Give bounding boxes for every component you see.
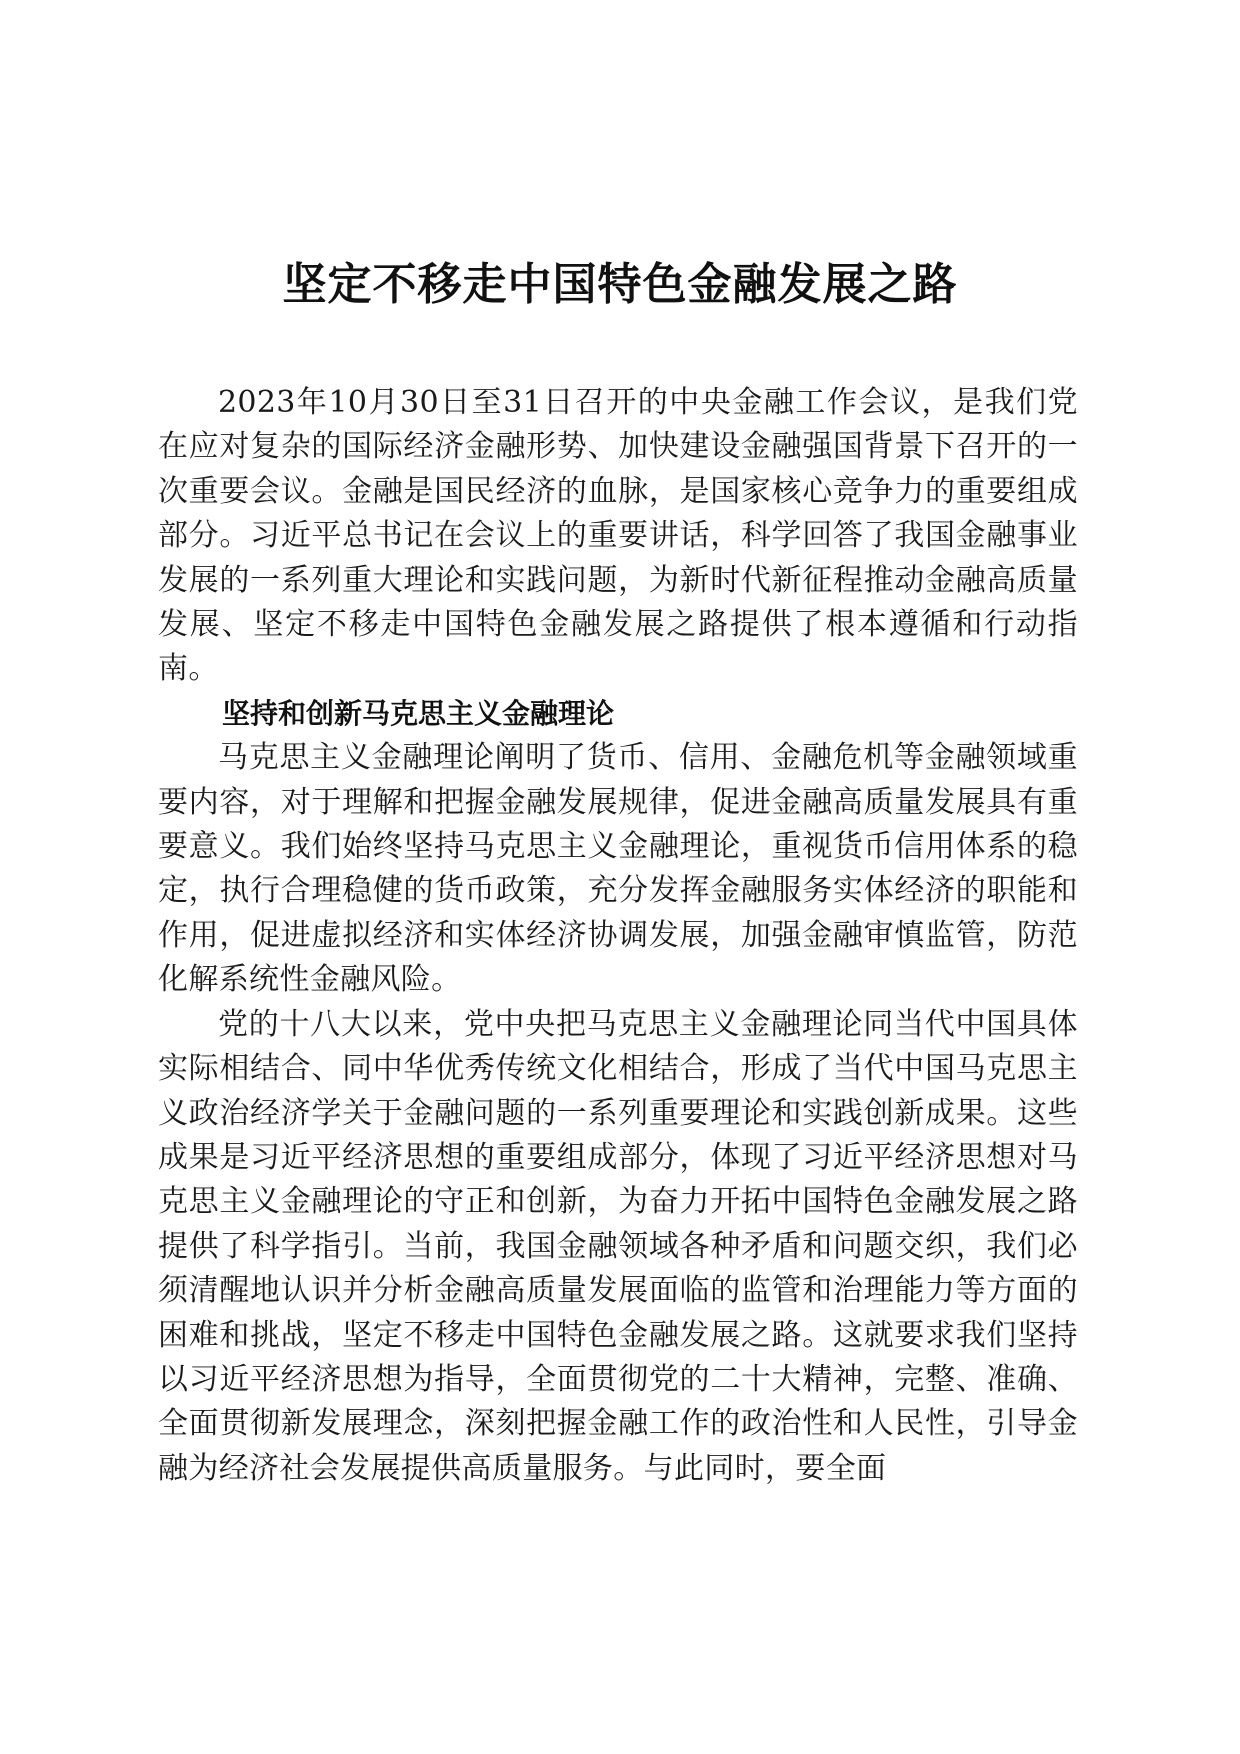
paragraph-intro: 2023年10月30日至31日召开的中央金融工作会议，是我们党在应对复杂的国际经济金融形势、加快建设金融强国背景下召开的一次重要会议。金融是国民经济的血脉，是国家核心竞争力的重要组成部分。习近平总书记在会议上的重要讲话，科学回答了我国金融事业发展的一系列重大理论和实践问题，为新时代新征程推动金融高质量发展、坚定不移走中国特色金融发展之路提供了根本遵循和行动指南。 (158, 385, 1078, 687)
document-body (158, 381, 1078, 1491)
section-heading: 坚持和创新马克思主义金融理论 (222, 696, 615, 730)
paragraph-marxist-theory: 马克思主义金融理论阐明了货币、信用、金融危机等金融领域重要内容，对于理解和把握金融发展规律，促进金融高质量发展具有重要意义。我们始终坚持马克思主义金融理论，重视货币信用体系的稳定，执行合理稳健的货币政策，充分发挥金融服务实体经济的职能和作用，促进虚拟经济和实体经济协调发展，加强金融审慎监管，防范化解系统性金融风险。 (158, 740, 1078, 998)
document-title: 坚定不移走中国特色金融发展之路 (282, 259, 958, 311)
paragraph-eighteenth-congress: 党的十八大以来，党中央把马克思主义金融理论同当代中国具体实际相结合、同中华优秀传统文化相结合，形成了当代中国马克思主义政治经济学关于金融问题的一系列重要理论和实践创新成果。这些成果是习近平经济思想的重要组成部分，体现了习近平经济思想对马克思主义金融理论的守正和创新，为奋力开拓中国特色金融发展之路提供了科学指引。当前，我国金融领域各种矛盾和问题交织，我们必须清醒地认识并分析金融高质量发展面临的监管和治理能力等方面的困难和挑战，坚定不移走中国特色金融发展之路。这就要求我们坚持以习近平经济思想为指导，全面贯彻党的二十大精神，完整、准确、全面贯彻新发展理念，深刻把握金融工作的政治性和人民性，引导金融为经济社会发展提供高质量服务。与此同时，要全面 (158, 1006, 1078, 1486)
